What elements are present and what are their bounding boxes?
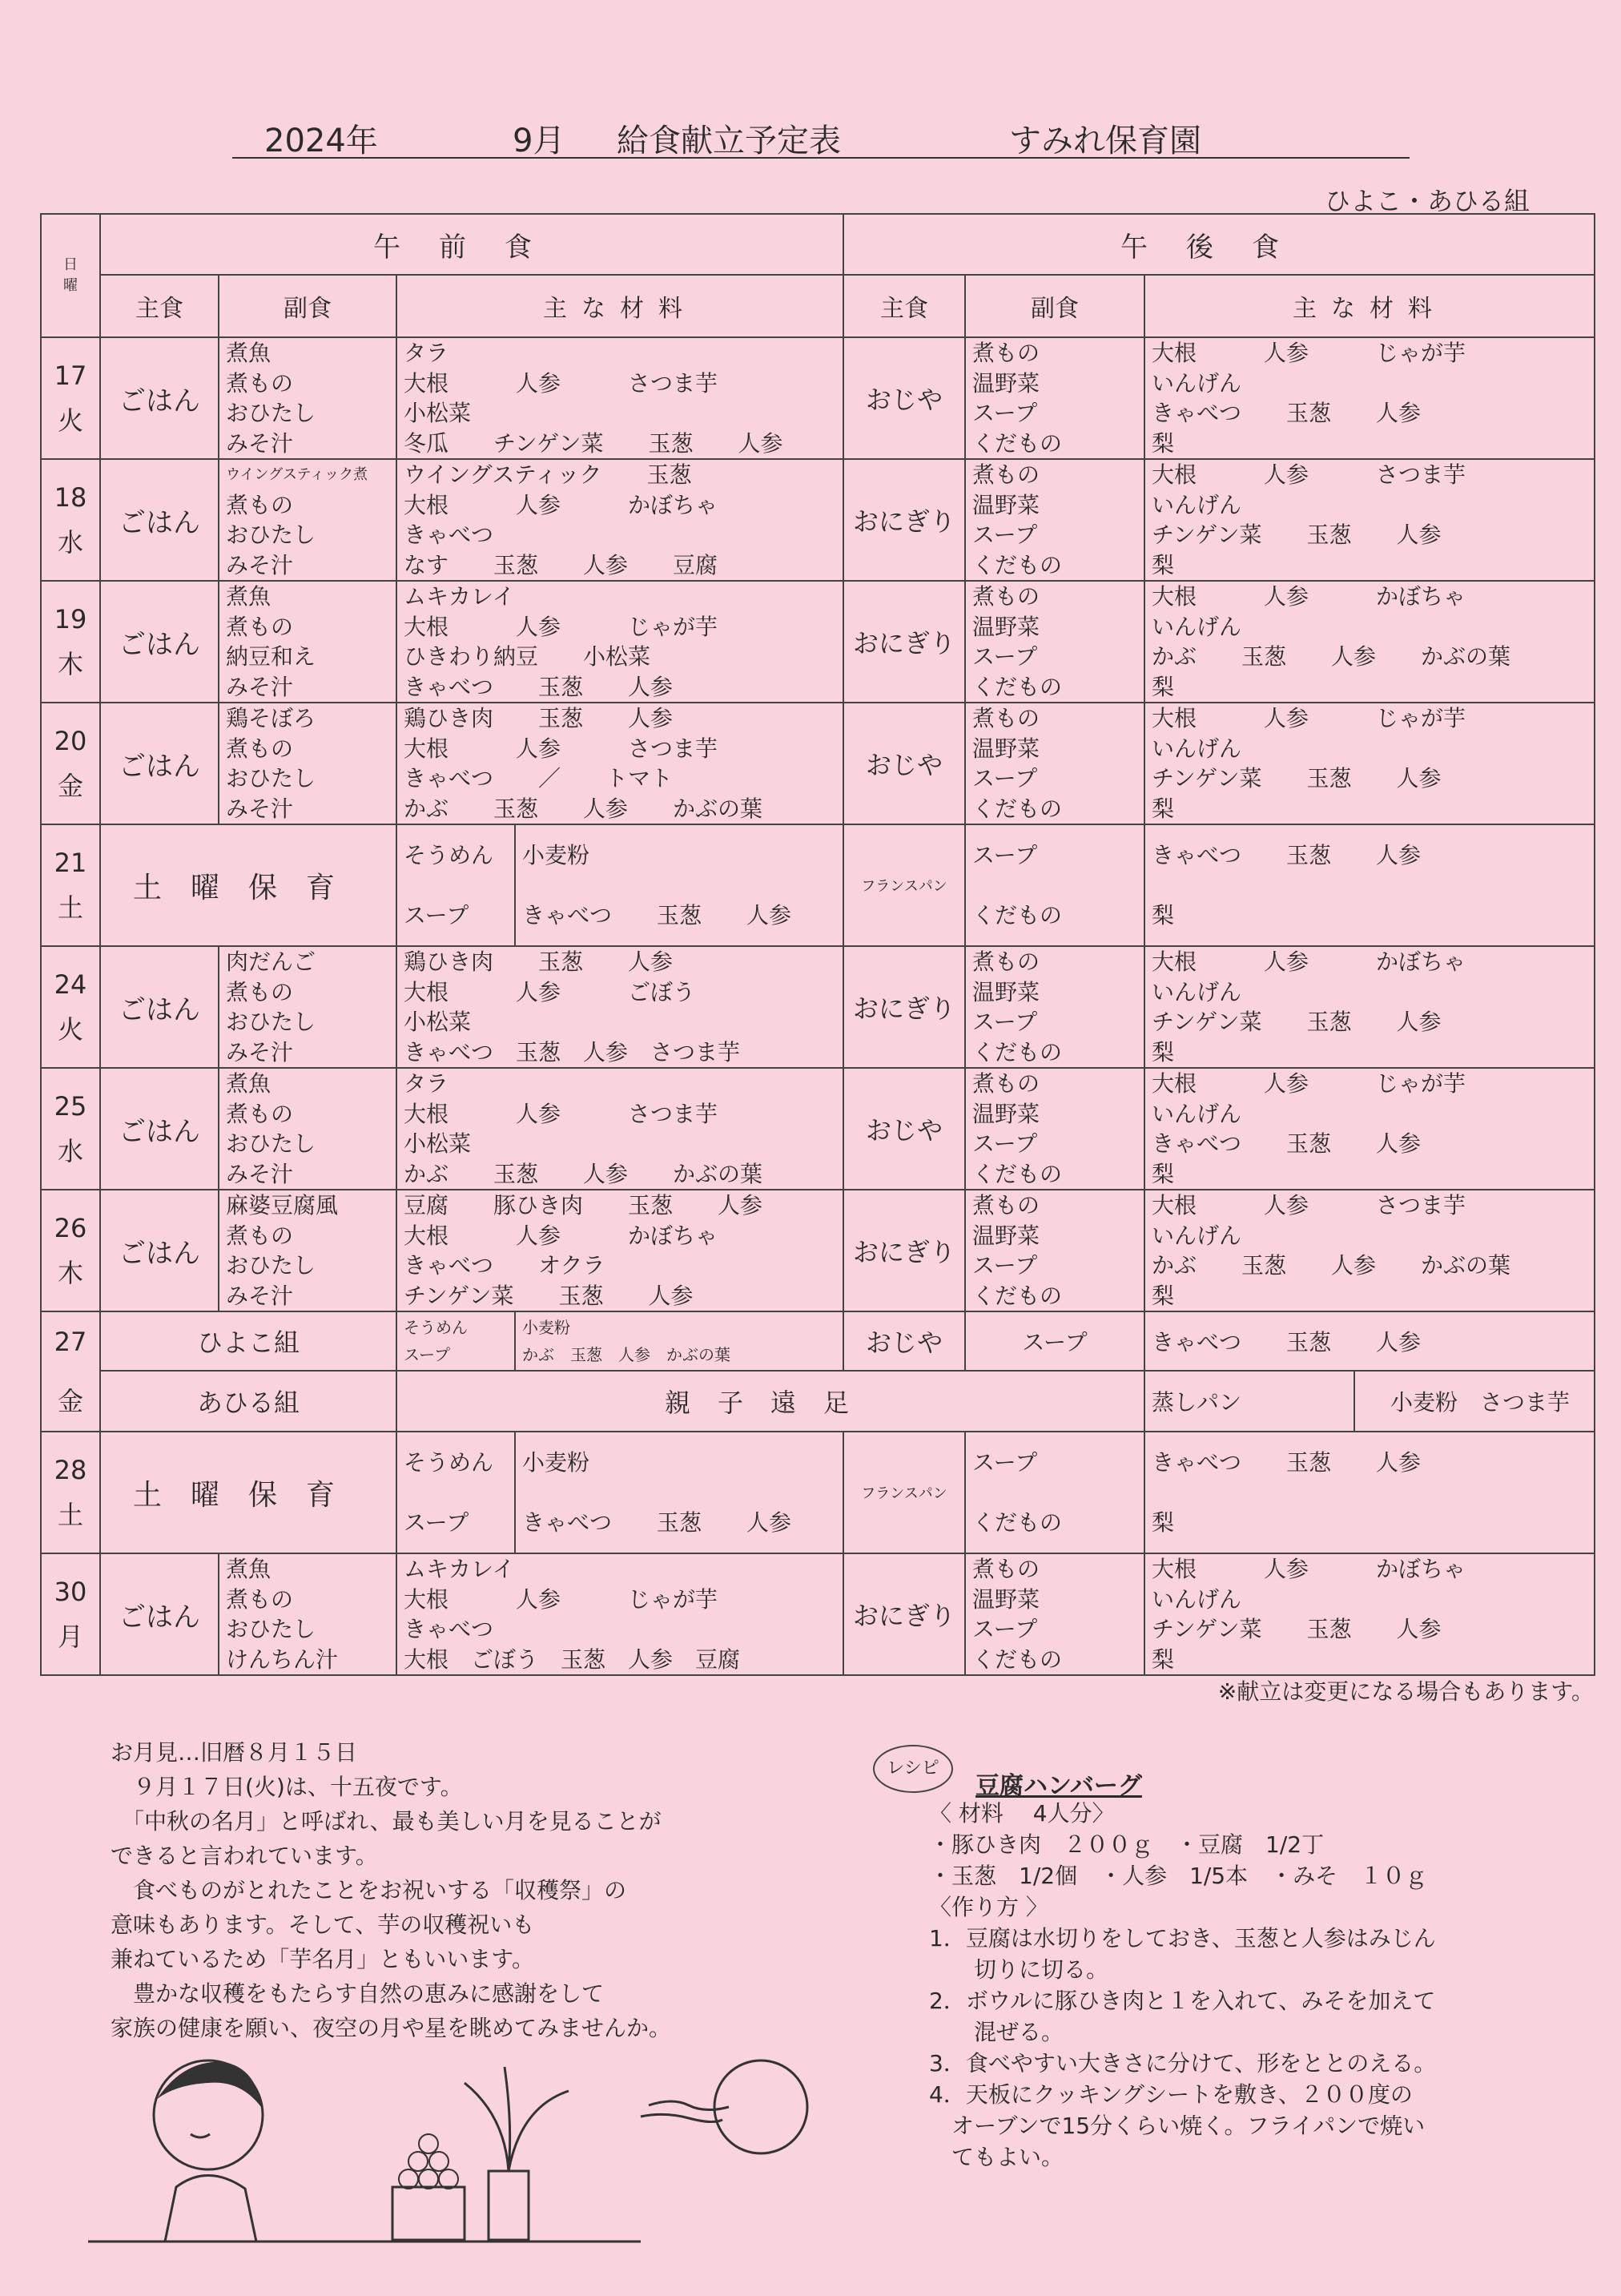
date-number: 27: [54, 1327, 87, 1357]
table-row: [41, 581, 1595, 703]
pm-ingredients-line: かぶ 玉葱 人参 かぶの葉: [1152, 1252, 1511, 1279]
pm-side-line: スープ: [972, 400, 1038, 426]
pm-side-top: スープ: [972, 842, 1038, 868]
pm-ingredients-line: いんげん: [1152, 1585, 1242, 1613]
pm-staple: おにぎり: [843, 459, 965, 581]
am-ingredients-line: きゃべつ ／ トマト: [404, 765, 674, 792]
pm-ingredients-line: 大根 人参 さつま芋: [1152, 1192, 1466, 1218]
recipe-body: 〈 材料 4人分〉 ・豚ひき肉 ２００ｇ ・豆腐 1/2丁 ・玉葱 1/2個 ・人参 1/5本 ・みそ １０ｇ 〈作り方 〉 1．豆腐は水切りをしておき、玉葱と人参はみじん 切りに切る。 2．ボウルに豚ひき肉と１を入れて、みそを加えて 混ぜる。 3．食べやすい大きさに分けて、形をととのえる。 4．天板にクッキングシートを敷き、２００度の オーブンで15分くらい焼く。フライパンで焼い てもよい。: [929, 1800, 1437, 2170]
pm-staple-header: 主食: [843, 275, 965, 337]
saturday-am-a: [396, 1432, 515, 1553]
saturday-am-a-top: そうめん: [404, 842, 494, 868]
am-ingredients-line: タラ: [404, 1070, 449, 1097]
am-staple: ごはん: [100, 1068, 219, 1190]
day-of-week: 火: [57, 405, 83, 436]
am-ingredients-line: 小松菜: [404, 400, 472, 426]
am-side-line: みそ汁: [226, 1160, 294, 1187]
saturday-row: [41, 824, 1595, 946]
am-ingredients: [396, 459, 843, 581]
am-ingredients-line: ひきわり納豆 小松菜: [404, 643, 651, 670]
pm-ingredients-line: 大根 人参 かぼちゃ: [1152, 1556, 1466, 1582]
title-row: [232, 112, 1410, 159]
am-ingredients-line: きゃべつ: [404, 522, 494, 548]
pm-staple: おじや: [843, 337, 965, 459]
saturday-am-b: [515, 1432, 843, 1553]
pm-side-line: くだもの: [972, 795, 1063, 822]
table-row: [41, 337, 1595, 459]
pm-side-line: くだもの: [972, 1645, 1063, 1673]
am-side-line: 煮もの: [226, 1100, 294, 1127]
pm-side: [965, 1432, 1144, 1553]
am-side: [219, 581, 396, 703]
pm-staple: おにぎり: [843, 581, 965, 703]
pm-side-line: スープ: [972, 1616, 1038, 1642]
pm-ingredients-line: 梨: [1152, 795, 1175, 822]
am-ingredients: [396, 1068, 843, 1190]
am-side-line: おひたし: [226, 400, 316, 426]
pm-side-line: くだもの: [972, 673, 1063, 700]
am-ingredients-line: チンゲン菜 玉葱 人参: [404, 1282, 694, 1309]
date-number: 18: [54, 482, 87, 513]
hiyoko-pm-side: スープ: [965, 1311, 1144, 1371]
am-ingredients-line: 大根 ごぼう 玉葱 人参 豆腐: [404, 1645, 741, 1673]
pm-side-line: 煮もの: [972, 705, 1040, 731]
pm-side: [965, 1190, 1144, 1311]
date-day-header: 日 曜: [41, 214, 100, 337]
am-ingredients-line: 大根 人参 じゃが芋: [404, 1585, 718, 1613]
am-side-line: みそ汁: [226, 429, 294, 457]
ahiru-pm-ingredients: 小麦粉 さつま芋: [1354, 1371, 1595, 1432]
saturday-am-b: [515, 824, 843, 946]
pm-side-line: 温野菜: [972, 1585, 1040, 1613]
pm-ingredients-top: きゃべつ 玉葱 人参: [1152, 842, 1422, 868]
hiyoko-row: [41, 1311, 1595, 1371]
am-ingredients-line: 小松菜: [404, 1009, 472, 1035]
day-of-week: 土: [57, 892, 83, 923]
am-side-line: 煮もの: [226, 735, 294, 762]
pm-ingredients-line: 大根 人参 かぼちゃ: [1152, 583, 1466, 610]
saturday-am-b-top: 小麦粉: [522, 1449, 590, 1476]
pm-side-line: スープ: [972, 522, 1038, 548]
am-side-header: 副食: [219, 275, 396, 337]
day-of-week: 金: [57, 1386, 83, 1416]
pm-side-line: 温野菜: [972, 491, 1040, 518]
date-cell: [41, 824, 100, 946]
pm-side: [965, 459, 1144, 581]
am-side-line: 麻婆豆腐風: [226, 1192, 339, 1218]
pm-ingredients-line: チンゲン菜 玉葱 人参: [1152, 1616, 1442, 1642]
am-ingredients-line: なす 玉葱 人参 豆腐: [404, 551, 718, 578]
pm-side-line: スープ: [972, 1130, 1038, 1157]
pm-ingredients-header: 主な材料: [1144, 275, 1595, 337]
date-cell: [41, 459, 100, 581]
am-side: [219, 946, 396, 1068]
hiyoko-am-b-b_bottom: かぶ 玉葱 人参 かぶの葉: [522, 1345, 730, 1364]
table-row: [41, 1553, 1595, 1675]
date-number: 21: [54, 848, 87, 878]
am-side-line: 煮魚: [226, 340, 272, 366]
am-ingredients-line: ムキカレイ: [404, 1556, 515, 1582]
pm-ingredients-line: 梨: [1152, 1645, 1175, 1673]
am-staple: ごはん: [100, 946, 219, 1068]
am-ingredients-line: きゃべつ 玉葱 人参: [404, 673, 674, 700]
am-side: [219, 459, 396, 581]
hiyoko-am-b-b_top: 小麦粉: [522, 1318, 570, 1337]
am-ingredients-header: 主な材料: [396, 275, 843, 337]
hiyoko-am-a-a_top: そうめん: [404, 1318, 468, 1337]
saturday-am-a-top: そうめん: [404, 1449, 494, 1476]
day-of-week: 月: [57, 1621, 83, 1652]
day-of-week: 金: [57, 771, 83, 801]
saturday-am-b-bottom: きゃべつ 玉葱 人参: [522, 902, 792, 928]
pm-side-line: 煮もの: [972, 583, 1040, 610]
am-ingredients: [396, 1553, 843, 1675]
am-side-line: おひたし: [226, 1009, 316, 1035]
am-side-line: おひたし: [226, 1130, 316, 1157]
pm-side-line: くだもの: [972, 551, 1063, 578]
pm-side-line: スープ: [972, 643, 1038, 670]
pm-ingredients-bottom: 梨: [1152, 902, 1175, 928]
day-of-week: 土: [57, 1500, 83, 1530]
pm-side-line: 煮もの: [972, 1556, 1040, 1582]
page-title: 給食献立予定表: [617, 123, 841, 159]
pm-side-line: 温野菜: [972, 613, 1040, 640]
am-side-line: みそ汁: [226, 673, 294, 700]
pm-side-line: 温野菜: [972, 735, 1040, 762]
table-row: [41, 946, 1595, 1068]
am-staple: ごはん: [100, 703, 219, 824]
table-row: [41, 1190, 1595, 1311]
am-side-line: 煮魚: [226, 1070, 272, 1097]
child-dango-illustration: [88, 2051, 649, 2259]
title-month: 9月: [513, 123, 565, 159]
pm-ingredients: [1144, 1432, 1595, 1553]
am-side-line: 納豆和え: [226, 643, 316, 670]
day-of-week: 木: [57, 649, 83, 679]
pm-ingredients-line: いんげん: [1152, 491, 1242, 518]
am-side: [219, 1553, 396, 1675]
pm-ingredients-line: 梨: [1152, 1038, 1175, 1065]
pm-ingredients-bottom: 梨: [1152, 1509, 1175, 1536]
recipe-title: 豆腐ハンバーグ: [975, 1772, 1142, 1800]
pm-side-line: 煮もの: [972, 949, 1040, 975]
saturday-row: [41, 1432, 1595, 1553]
am-ingredients-line: 鶏ひき肉 玉葱 人参: [404, 705, 674, 731]
am-ingredients-line: ムキカレイ: [404, 583, 515, 610]
am-ingredients-line: 鶏ひき肉 玉葱 人参: [404, 949, 674, 975]
am-side-line: おひたし: [226, 1616, 316, 1642]
date-cell: [41, 703, 100, 824]
pm-side-bottom: くだもの: [972, 902, 1063, 928]
pm-ingredients: [1144, 703, 1595, 824]
day-of-week: 水: [57, 1136, 83, 1166]
pm-side-top: スープ: [972, 1449, 1038, 1476]
am-side-line: みそ汁: [226, 1038, 294, 1065]
pm-side-line: スープ: [972, 1009, 1038, 1035]
pm-ingredients-line: いんげん: [1152, 369, 1242, 397]
pm-side-line: 煮もの: [972, 1192, 1040, 1218]
pm-side-line: 煮もの: [972, 340, 1040, 366]
hiyoko-am-a: [396, 1311, 515, 1371]
date-number: 25: [54, 1091, 87, 1122]
pm-side: [965, 824, 1144, 946]
am-side: [219, 1068, 396, 1190]
pm-side: [965, 946, 1144, 1068]
day-of-week: 木: [57, 1258, 83, 1288]
pm-ingredients: [1144, 1553, 1595, 1675]
pm-side-line: 煮もの: [972, 461, 1040, 488]
pm-side-line: 煮もの: [972, 1070, 1040, 1097]
date-cell: [41, 1311, 100, 1432]
pm-ingredients-line: いんげん: [1152, 613, 1242, 640]
pm-staple: おじや: [843, 1068, 965, 1190]
pm-ingredients-top: きゃべつ 玉葱 人参: [1152, 1449, 1422, 1476]
date-number: 17: [54, 361, 87, 391]
moon-illustration: [633, 2059, 817, 2155]
hiyoko-pm-staple: おじや: [843, 1311, 965, 1371]
saturday-am-a: [396, 824, 515, 946]
school-name: すみれ保育園: [1009, 123, 1201, 159]
am-side-line: 煮魚: [226, 1556, 272, 1582]
pm-side-line: スープ: [972, 1252, 1038, 1279]
am-side: [219, 703, 396, 824]
date-cell: [41, 1068, 100, 1190]
am-staple: ごはん: [100, 337, 219, 459]
pm-staple: おにぎり: [843, 946, 965, 1068]
am-ingredients-line: 大根 人参 かぼちゃ: [404, 1222, 718, 1249]
pm-staple: フランスパン: [843, 824, 965, 946]
pm-ingredients: [1144, 946, 1595, 1068]
pm-side: [965, 1553, 1144, 1675]
date-number: 26: [54, 1213, 87, 1243]
ahiru-label: あひる組: [100, 1371, 396, 1432]
date-number: 24: [54, 969, 87, 1000]
am-staple: ごはん: [100, 459, 219, 581]
date-cell: [41, 337, 100, 459]
pm-ingredients: [1144, 581, 1595, 703]
date-number: 28: [54, 1455, 87, 1485]
pm-ingredients-line: 大根 人参 さつま芋: [1152, 461, 1466, 488]
day-of-week: 火: [57, 1014, 83, 1045]
am-side-line: 煮もの: [226, 1222, 294, 1249]
am-side-line: おひたし: [226, 1252, 316, 1279]
am-side: [219, 1190, 396, 1311]
pm-staple: フランスパン: [843, 1432, 965, 1553]
pm-ingredients-line: 梨: [1152, 551, 1175, 578]
date-cell: [41, 1553, 100, 1675]
pm-ingredients-line: チンゲン菜 玉葱 人参: [1152, 522, 1442, 548]
pm-ingredients-line: 梨: [1152, 1160, 1175, 1187]
pm-side-header: 副食: [965, 275, 1144, 337]
am-side-line: おひたし: [226, 522, 316, 548]
saturday-am-b-bottom: きゃべつ 玉葱 人参: [522, 1509, 792, 1536]
pm-ingredients-line: きゃべつ 玉葱 人参: [1152, 400, 1422, 426]
am-ingredients-line: タラ: [404, 340, 449, 366]
am-side-line: 煮魚: [226, 583, 272, 610]
pm-side-line: 温野菜: [972, 1100, 1040, 1127]
am-ingredients-line: かぶ 玉葱 人参 かぶの葉: [404, 1160, 763, 1187]
am-staple: ごはん: [100, 1190, 219, 1311]
date-number: 19: [54, 604, 87, 634]
am-ingredients: [396, 1190, 843, 1311]
am-header: 午前食: [100, 214, 843, 275]
am-ingredients: [396, 946, 843, 1068]
am-staple: ごはん: [100, 1553, 219, 1675]
pm-side: [965, 703, 1144, 824]
pm-ingredients-line: 梨: [1152, 429, 1175, 457]
am-ingredients-line: 大根 人参 かぼちゃ: [404, 491, 718, 518]
am-staple-header: 主食: [100, 275, 219, 337]
saturday-care-label: 土曜保育: [100, 1432, 396, 1553]
hiyoko-am-a-a_bottom: スープ: [404, 1345, 450, 1364]
pm-side-line: 温野菜: [972, 369, 1040, 397]
hiyoko-label: ひよこ組: [100, 1311, 396, 1371]
pm-staple: おじや: [843, 703, 965, 824]
pm-side: [965, 337, 1144, 459]
pm-side-bottom: くだもの: [972, 1509, 1063, 1536]
pm-side-line: くだもの: [972, 1038, 1063, 1065]
date-cell: [41, 1190, 100, 1311]
pm-ingredients-line: かぶ 玉葱 人参 かぶの葉: [1152, 643, 1511, 670]
am-side-line: ウイングスティック煮: [226, 466, 368, 483]
pm-ingredients-line: 大根 人参 じゃが芋: [1152, 340, 1466, 366]
ahiru-row: [41, 1371, 1595, 1432]
am-side-line: みそ汁: [226, 551, 294, 578]
am-side-line: 肉だんご: [226, 949, 316, 975]
pm-side-line: くだもの: [972, 429, 1063, 457]
am-side-line: 鶏そぼろ: [226, 705, 316, 731]
am-ingredients: [396, 703, 843, 824]
pm-ingredients-line: いんげん: [1152, 735, 1242, 762]
field-trip-event: 親子遠足: [396, 1371, 1144, 1432]
title-year: 2024年: [264, 123, 378, 159]
change-note: ※献立は変更になる場合もあります。: [1217, 1678, 1594, 1705]
pm-staple: おにぎり: [843, 1553, 965, 1675]
pm-ingredients-line: いんげん: [1152, 1100, 1242, 1127]
hiyoko-am-b: [515, 1311, 843, 1371]
pm-ingredients-line: いんげん: [1152, 978, 1242, 1005]
pm-staple: おにぎり: [843, 1190, 965, 1311]
am-ingredients-line: きゃべつ: [404, 1616, 494, 1642]
pm-ingredients-line: チンゲン菜 玉葱 人参: [1152, 765, 1442, 792]
pm-ingredients-line: 梨: [1152, 673, 1175, 700]
am-ingredients-line: 豆腐 豚ひき肉 玉葱 人参: [404, 1192, 763, 1218]
pm-ingredients: [1144, 1068, 1595, 1190]
date-cell: [41, 581, 100, 703]
am-side-line: おひたし: [226, 765, 316, 792]
pm-ingredients: [1144, 459, 1595, 581]
am-side-line: 煮もの: [226, 491, 294, 518]
am-ingredients-line: 大根 人参 ごぼう: [404, 978, 696, 1005]
pm-ingredients-line: 梨: [1152, 1282, 1175, 1309]
pm-ingredients-line: 大根 人参 じゃが芋: [1152, 705, 1466, 731]
pm-ingredients-line: 大根 人参 じゃが芋: [1152, 1070, 1466, 1097]
day-of-week: 水: [57, 527, 83, 558]
saturday-care-label: 土曜保育: [100, 824, 396, 946]
date-number: 30: [54, 1577, 87, 1607]
am-ingredients-line: きゃべつ オクラ: [404, 1252, 605, 1279]
saturday-am-b-top: 小麦粉: [522, 842, 590, 868]
am-side-line: 煮もの: [226, 369, 294, 397]
am-ingredients-line: 小松菜: [404, 1130, 472, 1157]
table-row: [41, 459, 1595, 581]
recipe-badge: レシピ: [873, 1745, 953, 1793]
pm-ingredients: [1144, 337, 1595, 459]
am-side-line: 煮もの: [226, 1585, 294, 1613]
am-staple: ごはん: [100, 581, 219, 703]
pm-ingredients-line: チンゲン菜 玉葱 人参: [1152, 1009, 1442, 1035]
date-cell: [41, 946, 100, 1068]
am-ingredients-line: 大根 人参 じゃが芋: [404, 613, 718, 640]
pm-side-line: くだもの: [972, 1160, 1063, 1187]
group-label: ひよこ・あひる組: [1324, 186, 1530, 216]
am-ingredients-line: 大根 人参 さつま芋: [404, 1100, 718, 1127]
am-ingredients-line: かぶ 玉葱 人参 かぶの葉: [404, 795, 763, 822]
pm-ingredients: [1144, 824, 1595, 946]
pm-side-line: くだもの: [972, 1282, 1063, 1309]
am-ingredients-line: 大根 人参 さつま芋: [404, 735, 718, 762]
am-ingredients: [396, 337, 843, 459]
table-row: [41, 1068, 1595, 1190]
am-ingredients-line: ウイングスティック 玉葱: [404, 461, 692, 488]
date-cell: [41, 1432, 100, 1553]
am-side-line: みそ汁: [226, 1282, 294, 1309]
hiyoko-pm-ingredients: きゃべつ 玉葱 人参: [1144, 1311, 1595, 1371]
am-side-line: 煮もの: [226, 978, 294, 1005]
am-side-line: 煮もの: [226, 613, 294, 640]
am-side-line: けんちん汁: [226, 1645, 339, 1673]
date-number: 20: [54, 726, 87, 756]
pm-side: [965, 1068, 1144, 1190]
menu-table: [40, 213, 1595, 1676]
table-row: [41, 703, 1595, 824]
pm-ingredients: [1144, 1190, 1595, 1311]
pm-ingredients-line: きゃべつ 玉葱 人参: [1152, 1130, 1422, 1157]
pm-ingredients-line: 大根 人参 かぼちゃ: [1152, 949, 1466, 975]
am-ingredients: [396, 581, 843, 703]
am-ingredients-line: きゃべつ 玉葱 人参 さつま芋: [404, 1038, 741, 1065]
pm-side-line: 温野菜: [972, 978, 1040, 1005]
am-side: [219, 337, 396, 459]
saturday-am-a-bottom: スープ: [404, 1509, 469, 1536]
pm-side: [965, 581, 1144, 703]
pm-header: 午後食: [843, 214, 1595, 275]
moon-viewing-text: お月見…旧暦８月１５日 ９月１７日(火)は、十五夜です。 「中秋の名月」と呼ばれ、最も美しい月を見ることが できると言われています。 食べものがとれたことをお祝いする「収穫祭」の 意味もあります。そして、芋の収穫祝いも 兼ねているため「芋名月」ともいいます。 豊かな収穫をもたらす自然の恵みに感謝をして 家族の健康を願い、夜空の月や星を眺めてみませんか。: [111, 1739, 672, 2041]
am-ingredients-line: 大根 人参 さつま芋: [404, 369, 718, 397]
pm-side-line: 温野菜: [972, 1222, 1040, 1249]
pm-ingredients-line: いんげん: [1152, 1222, 1242, 1249]
am-ingredients-line: 冬瓜 チンゲン菜 玉葱 人参: [404, 429, 783, 457]
pm-side-line: スープ: [972, 765, 1038, 792]
saturday-am-a-bottom: スープ: [404, 902, 469, 928]
am-side-line: みそ汁: [226, 795, 294, 822]
ahiru-pm-side: 蒸しパン: [1144, 1371, 1354, 1432]
